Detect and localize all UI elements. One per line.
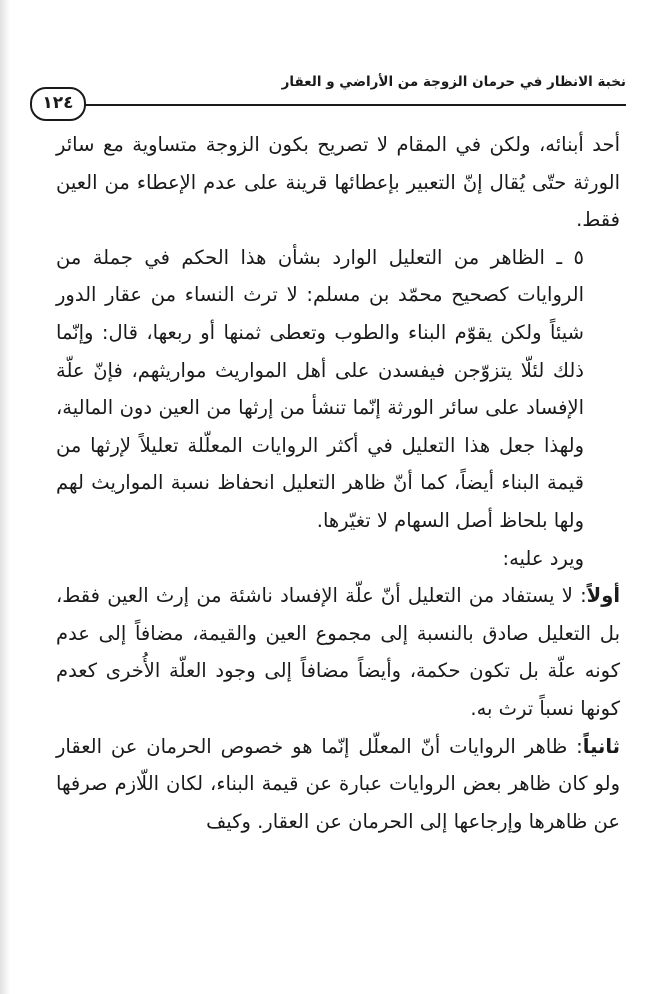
paragraph-continuation: أحد أبنائه، ولكن في المقام لا تصريح بكون الزوجة متساوية مع سائر الورثة حتّى يُقال إنّ التعبير بإعطائها قرينة على عدم الإعطاء من العين فقط. xyxy=(56,133,620,232)
page-number: ١٢٤ xyxy=(30,87,86,121)
running-header-title: نخبة الانظار في حرمان الزوجة من الأراضي و العقار xyxy=(281,74,626,90)
page-edge-shadow xyxy=(0,0,10,994)
header-rule xyxy=(74,104,626,106)
page-body xyxy=(56,126,620,840)
paragraph-second-objection xyxy=(56,728,620,841)
first-objection-label: أولاً xyxy=(586,584,620,608)
paragraph-first-objection xyxy=(56,577,620,727)
first-objection-text: : لا يستفاد من التعليل أنّ علّة الإفساد ناشئة من إرث العين فقط، بل التعليل صادق بالنسبة إلى مجموع العين والقيمة، مضافاً إلى عدم كونه علّة بل تكون حكمة، وأيضاً مضافاً إلى وجود العلّة الأُخرى كعدم كونها نسباً ترث به. xyxy=(56,584,620,720)
paragraph-objection-intro: ويرد عليه: xyxy=(502,546,584,570)
second-objection-text: : ظاهر الروايات أنّ المعلّل إنّما هو خصوص الحرمان عن العقار ولو كان ظاهر بعض الروايات عبارة عن قيمة البناء، لكان اللّازم صرفها عن ظاهرها وإرجاعها إلى الحرمان عن العقار. وكيف xyxy=(56,734,620,833)
running-header xyxy=(30,66,626,122)
paragraph-point-5: ٥ ـ الظاهر من التعليل الوارد بشأن هذا الحكم في جملة من الروايات كصحيح محمّد بن مسلم: لا ترث النساء من عقار الدور شيئاً ولكن يقوّم البناء والطوب وتعطى ثمنها أو ربعها، قال: وإنّما ذلك لئلّا يتزوّجن فيفسدن على أهل المواريث مواريثهم، فإنّ علّة الإفساد على سائر الورثة إنّما تنشأ من إرثها من العين دون المالية، ولهذا جعل هذا التعليل في أكثر الروايات المعلّلة تعليلاً لإرثها من قيمة البناء أيضاً، كما أنّ ظاهر التعليل انحفاظ نسبة المواريث لهم ولها بلحاظ أصل السهام لا تغيّرها. xyxy=(56,245,584,532)
second-objection-label: ثانياً xyxy=(582,734,620,758)
